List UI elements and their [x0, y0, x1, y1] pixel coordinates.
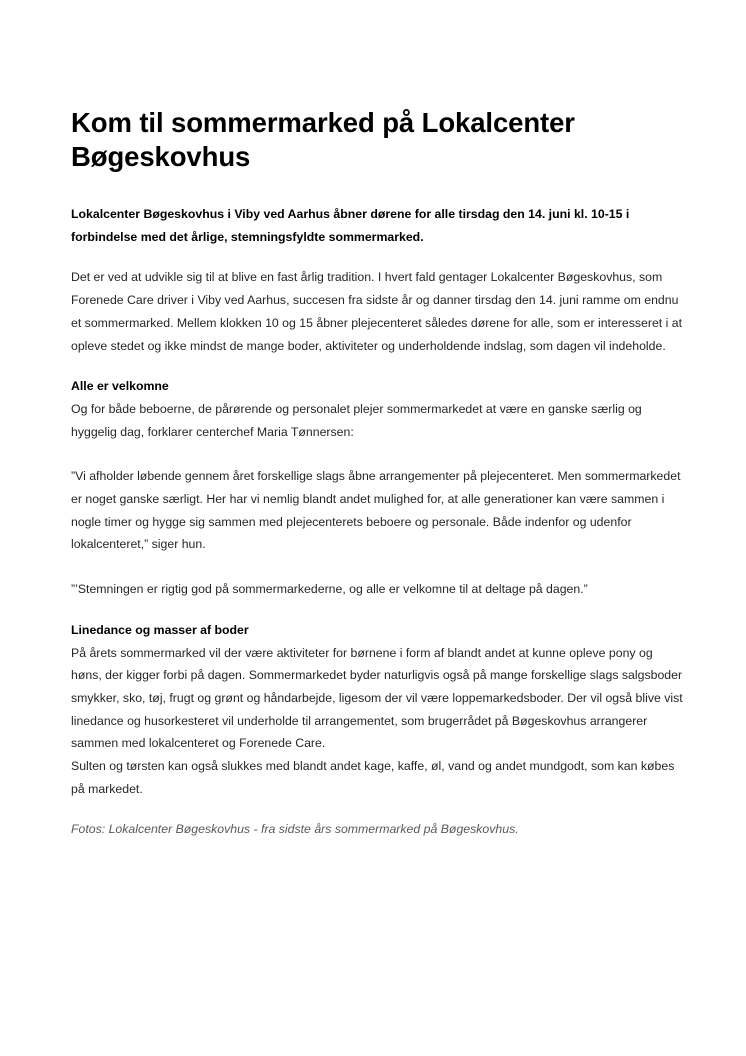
section2-text-1: På årets sommermarked vil der være aktiviteter for børnene i form af blandt andet at kunne opleve pony og høns, der kigger forbi på dagen. Sommermarkedet byder naturligvis også på mange forskellige slags salgsboder smykker, sko, tøj, frugt og grønt og håndarbejde, ligesom der vil være loppemarkedsboder. Der vil også blive vist linedance og husorkesteret vil underholde til arrangementet, som brugerrådet på Bøgeskovhus arrangerer sammen med lokalcenteret og Forenede Care.	[71, 645, 683, 751]
photo-caption: Fotos: Lokalcenter Bøgeskovhus - fra sidste års sommermarked på Bøgeskovhus.	[71, 822, 519, 837]
section2-text-2: Sulten og tørsten kan også slukkes med blandt andet kage, kaffe, øl, vand og andet mundgodt, som kan købes på markedet.	[71, 759, 675, 796]
article	[71, 106, 683, 841]
section-heading-alle-er-velkomne: Alle er velkomne	[71, 379, 169, 394]
article-intro: Det er ved at udvikle sig til at blive en fast årlig tradition. I hvert fald gentager Lokalcenter Bøgeskovhus, som Forenede Care driver i Viby ved Aarhus, succesen fra sidste år og danner tirsdag den 14. juni ramme om endnu et sommermarked. Mellem klokken 10 og 15 åbner plejecenteret således dørene for alle, som er interesseret i at opleve stedet og ikke mindst de mange boder, aktiviteter og underholdende indslag, som dagen vil indeholde.	[71, 270, 683, 353]
quote-2: ”’Stemningen er rigtig god på sommermarkederne, og alle er velkomne til at deltage på dagen.”	[71, 582, 588, 597]
article-lead: Lokalcenter Bøgeskovhus i Viby ved Aarhus åbner dørene for alle tirsdag den 14. juni kl. 10-15 i forbindelse med det årlige, stemningsfyldte sommermarked.	[71, 207, 630, 244]
section-heading-linedance: Linedance og masser af boder	[71, 622, 249, 637]
quote-1: ”Vi afholder løbende gennem året forskellige slags åbne arrangementer på plejecenteret. Men sommermarkedet er noget ganske særligt. Her har vi nemlig blandt andet mulighed for, at alle generationer kan være sammen i nogle timer og hygge sig sammen med plejecenterets beboere og personale. Både indenfor og udenfor lokalcenteret,” siger hun.	[71, 469, 681, 552]
article-title: Kom til sommermarked på Lokalcenter Bøgeskovhus	[71, 107, 575, 172]
section1-text: Og for både beboerne, de pårørende og personalet plejer sommermarkedet at være en ganske særlig og hyggelig dag, forklarer centerchef Maria Tønnersen:	[71, 401, 642, 439]
